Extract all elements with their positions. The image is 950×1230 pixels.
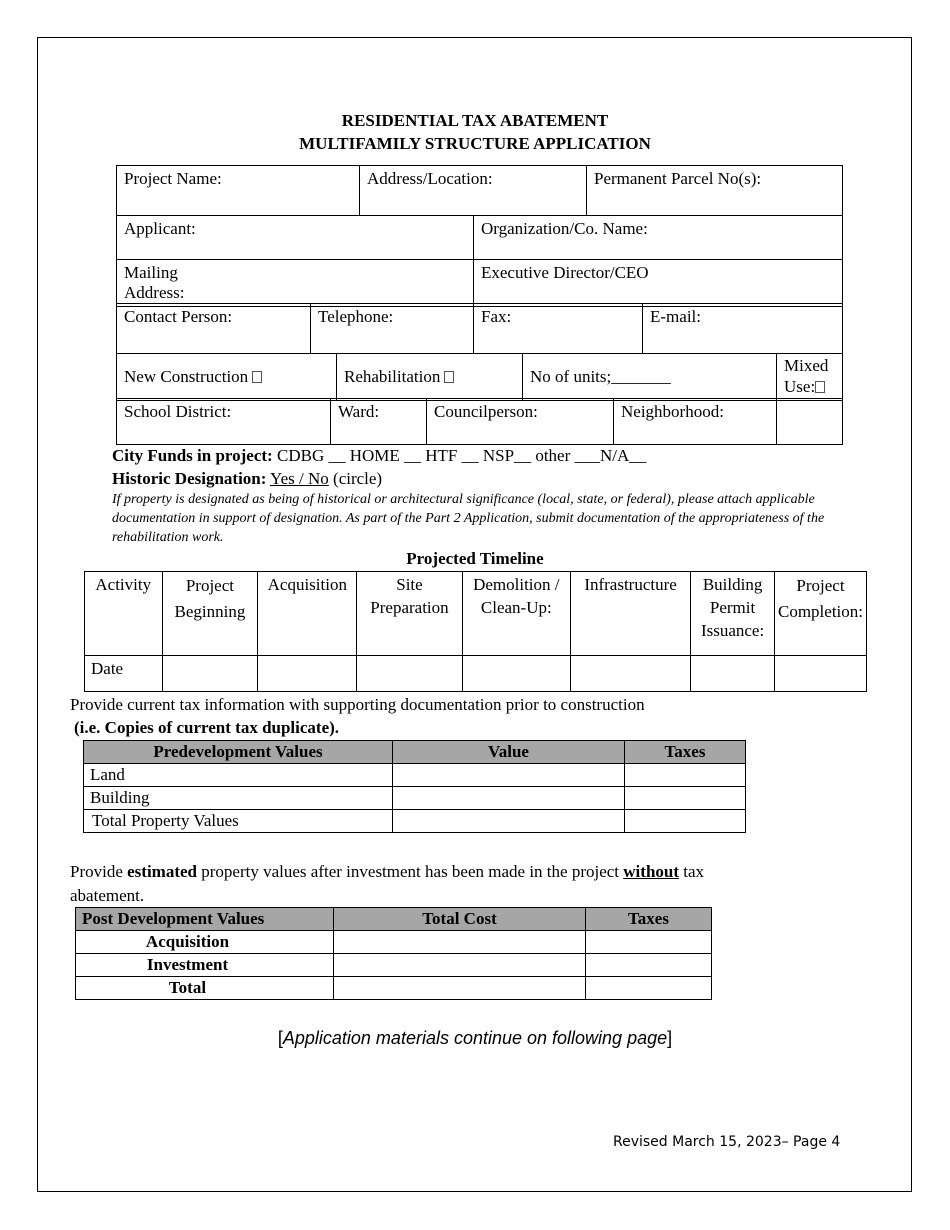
executive-director-cell[interactable] (474, 260, 843, 307)
timeline-title: Projected Timeline (406, 549, 544, 568)
timeline-header: Project Beginning (162, 572, 258, 656)
telephone-cell[interactable] (311, 304, 474, 354)
ward-cell[interactable] (331, 399, 427, 445)
telephone-label: Telephone: (318, 307, 394, 326)
contact-person-label: Contact Person: (124, 307, 233, 326)
predevelopment-row-label: Total Property Values (84, 810, 393, 833)
timeline-date-cell[interactable] (691, 656, 775, 692)
timeline-header: Demolition / Clean-Up: (462, 572, 570, 656)
applicant-table (116, 215, 843, 307)
units-cell[interactable] (523, 354, 777, 401)
postdevelopment-header: Total Cost (334, 908, 586, 931)
executive-director-label: Executive Director/CEO (481, 263, 649, 282)
postdevelopment-row-label: Investment (76, 954, 334, 977)
city-funds-line (112, 444, 646, 467)
parcel-label: Permanent Parcel No(s): (594, 169, 762, 188)
neighborhood-label: Neighborhood: (621, 402, 724, 421)
form-subtitle: MULTIFAMILY STRUCTURE APPLICATION (299, 134, 651, 153)
fax-cell[interactable] (474, 304, 643, 354)
mailing-address-cell[interactable] (117, 260, 474, 307)
estimated-text-part: property values after investment has been made in the project (197, 862, 624, 881)
continue-bracket: ] (667, 1028, 673, 1048)
councilperson-cell[interactable] (427, 399, 614, 445)
mixed-use-label-1: Mixed (784, 356, 829, 375)
timeline-table (84, 571, 867, 692)
continue-text: Application materials continue on following page (282, 1028, 668, 1048)
postdevelopment-table (75, 907, 712, 1000)
estimated-bold: estimated (127, 862, 198, 881)
mixed-use-checkbox[interactable] (815, 381, 825, 393)
estimated-text-part: Provide (70, 862, 128, 881)
rehabilitation-checkbox[interactable] (444, 371, 454, 383)
timeline-row-label: Date (85, 656, 163, 692)
timeline-date-cell[interactable] (357, 656, 462, 692)
taxes-cell[interactable] (625, 810, 746, 833)
contact-table (116, 303, 843, 354)
postdevelopment-row-label: Total (76, 977, 334, 1000)
new-construction-checkbox[interactable] (252, 371, 262, 383)
contact-person-cell[interactable] (117, 304, 311, 354)
school-district-label: School District: (124, 402, 232, 421)
total-cost-cell[interactable] (334, 931, 586, 954)
email-label: E-mail: (650, 307, 701, 326)
continue-note (0, 1028, 950, 1049)
neighborhood-cell[interactable] (614, 399, 777, 445)
timeline-header: Acquisition (258, 572, 357, 656)
historic-line (112, 467, 382, 490)
table-row (76, 977, 712, 1000)
mailing-label-1: Mailing (124, 263, 178, 282)
timeline-header: Activity (85, 572, 163, 656)
city-funds-label: City Funds in project: (112, 446, 273, 465)
district-table (116, 398, 843, 445)
taxes-cell[interactable] (586, 977, 712, 1000)
application-table (116, 165, 843, 216)
value-cell[interactable] (393, 810, 625, 833)
organization-cell[interactable] (474, 216, 843, 260)
historic-note: If property is designated as being of historical or architectural significance (local, state, or federal), please attach applicable documentation in support of designation. As part of the Part 2 Application, submit documentation of the appropriateness of the rehabilitation work. (112, 492, 825, 545)
units-label: No of units;_______ (530, 367, 671, 386)
timeline-date-cell[interactable] (162, 656, 258, 692)
total-cost-cell[interactable] (334, 954, 586, 977)
table-row (76, 954, 712, 977)
total-cost-cell[interactable] (334, 977, 586, 1000)
timeline-date-cell[interactable] (775, 656, 867, 692)
email-cell[interactable] (643, 304, 843, 354)
applicant-cell[interactable] (117, 216, 474, 260)
address-cell[interactable] (360, 166, 587, 216)
predevelopment-header: Predevelopment Values (84, 741, 393, 764)
taxes-cell[interactable] (625, 787, 746, 810)
project-type-table (116, 353, 843, 401)
historic-label: Historic Designation: (112, 469, 267, 488)
fax-label: Fax: (481, 307, 512, 326)
historic-choice[interactable]: Yes / No (270, 469, 329, 488)
historic-suffix: (circle) (333, 469, 383, 488)
district-blank-cell[interactable] (777, 399, 843, 445)
mailing-label-2: Address: (124, 283, 185, 302)
postdevelopment-header: Post Development Values (76, 908, 334, 931)
school-district-cell[interactable] (117, 399, 331, 445)
estimated-text-line2: abatement. (70, 886, 145, 905)
value-cell[interactable] (393, 764, 625, 787)
new-construction-label: New Construction (124, 367, 249, 386)
timeline-header: Project Completion: (775, 572, 867, 656)
predevelopment-row-label: Land (84, 764, 393, 787)
revision-footer: Revised March 15, 2023– Page 4 (613, 1134, 841, 1150)
tax-info-line2: (i.e. Copies of current tax duplicate). (74, 718, 340, 737)
predevelopment-row-label: Building (84, 787, 393, 810)
timeline-header: Building Permit Issuance: (691, 572, 775, 656)
parcel-cell[interactable] (587, 166, 843, 216)
project-name-label: Project Name: (124, 169, 222, 188)
timeline-date-cell[interactable] (571, 656, 691, 692)
taxes-cell[interactable] (625, 764, 746, 787)
continue-bracket: [ (277, 1028, 283, 1048)
mixed-use-label-2: Use: (784, 377, 816, 396)
predevelopment-header: Taxes (625, 741, 746, 764)
rehabilitation-label: Rehabilitation (344, 367, 441, 386)
table-row (84, 810, 746, 833)
table-row (84, 764, 746, 787)
organization-label: Organization/Co. Name: (481, 219, 648, 238)
timeline-date-cell[interactable] (258, 656, 357, 692)
ward-label: Ward: (338, 402, 380, 421)
applicant-label: Applicant: (124, 219, 196, 238)
postdevelopment-header: Taxes (586, 908, 712, 931)
timeline-header: Site Preparation (357, 572, 462, 656)
rehabilitation-cell[interactable] (337, 354, 523, 401)
estimated-text (70, 860, 704, 883)
form-title: RESIDENTIAL TAX ABATEMENT (341, 111, 609, 130)
taxes-cell[interactable] (586, 931, 712, 954)
timeline-header: Infrastructure (571, 572, 691, 656)
tax-info-line1: Provide current tax information with supporting documentation prior to construction (70, 695, 645, 714)
postdevelopment-row-label: Acquisition (76, 931, 334, 954)
new-construction-cell[interactable] (117, 354, 337, 401)
table-row (84, 787, 746, 810)
councilperson-label: Councilperson: (434, 402, 538, 421)
value-cell[interactable] (393, 787, 625, 810)
city-funds-options: CDBG __ HOME __ HTF __ NSP__ other ___N/A__ (276, 446, 647, 465)
taxes-cell[interactable] (586, 954, 712, 977)
estimated-underline: without (623, 862, 680, 881)
estimated-text-part: tax (679, 862, 705, 881)
predevelopment-table (83, 740, 746, 833)
mixed-use-cell[interactable] (777, 354, 843, 401)
project-name-cell[interactable] (117, 166, 360, 216)
address-label: Address/Location: (367, 169, 493, 188)
timeline-date-cell[interactable] (462, 656, 570, 692)
table-row (76, 931, 712, 954)
predevelopment-header: Value (393, 741, 625, 764)
